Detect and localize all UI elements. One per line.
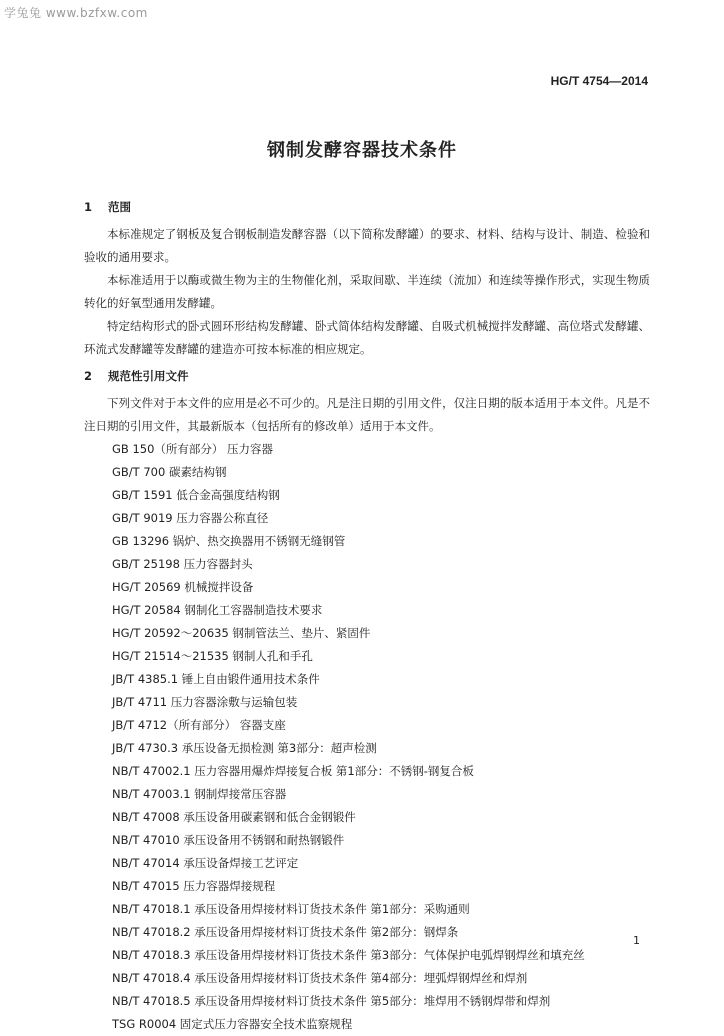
reference-item: NB/T 47018.1 承压设备用焊接材料订货技术条件 第1部分：采购通则 — [112, 902, 470, 916]
reference-item: GB/T 25198 压力容器封头 — [112, 557, 253, 571]
reference-item: JB/T 4385.1 锤上自由锻件通用技术条件 — [112, 672, 320, 686]
reference-item: NB/T 47018.5 承压设备用焊接材料订货技术条件 第5部分：堆焊用不锈钢焊带和焊剂 — [112, 994, 551, 1008]
document-title: 钢制发酵容器技术条件 — [267, 140, 457, 161]
reference-item: NB/T 47003.1 钢制焊接常压容器 — [112, 787, 287, 801]
reference-item: NB/T 47018.4 承压设备用焊接材料订货技术条件 第4部分：埋弧焊钢焊丝和焊剂 — [112, 971, 528, 985]
reference-item: NB/T 47014 承压设备焊接工艺评定 — [112, 856, 299, 870]
reference-item: GB 13296 锅炉、热交换器用不锈钢无缝钢管 — [112, 534, 346, 548]
reference-item: NB/T 47015 压力容器焊接规程 — [112, 879, 276, 893]
reference-item: NB/T 47018.2 承压设备用焊接材料订货技术条件 第2部分：钢焊条 — [112, 925, 459, 939]
reference-item: NB/T 47010 承压设备用不锈钢和耐热钢锻件 — [112, 833, 345, 847]
paragraph: 下列文件对于本文件的应用是必不可少的。凡是注日期的引用文件，仅注日期的版本适用于本文件。凡是不注日期的引用文件，其最新版本（包括所有的修改单）适用于本文件。 — [84, 396, 650, 433]
reference-item: GB/T 1591 低合金高强度结构钢 — [112, 488, 280, 502]
section-number: 2 — [84, 369, 93, 383]
paragraph: 特定结构形式的卧式圆环形结构发酵罐、卧式简体结构发酵罐、自吸式机械搅拌发酵罐、高位塔式发酵罐、环流式发酵罐等发酵罐的建造亦可按本标准的相应规定。 — [84, 319, 650, 356]
section-heading — [84, 196, 650, 219]
reference-item: GB/T 9019 压力容器公称直径 — [112, 511, 269, 525]
document-body — [84, 196, 650, 1036]
watermark-text: 学兔兔 www.bzfxw.com — [4, 6, 148, 20]
standard-code: HG/T 4754—2014 — [550, 74, 648, 88]
reference-item: HG/T 20592～20635 钢制管法兰、垫片、紧固件 — [112, 626, 371, 640]
reference-item: JB/T 4730.3 承压设备无损检测 第3部分：超声检测 — [112, 741, 377, 755]
page-number: 1 — [633, 934, 640, 947]
reference-item: NB/T 47018.3 承压设备用焊接材料订货技术条件 第3部分：气体保护电弧焊钢焊丝和填充丝 — [112, 948, 585, 962]
reference-item: GB/T 700 碳素结构钢 — [112, 465, 227, 479]
reference-item: HG/T 20569 机械搅拌设备 — [112, 580, 254, 594]
section-title: 规范性引用文件 — [108, 369, 189, 383]
section-number: 1 — [84, 200, 93, 214]
reference-item: NB/T 47008 承压设备用碳素钢和低合金钢锻件 — [112, 810, 356, 824]
reference-item: JB/T 4712（所有部分） 容器支座 — [112, 718, 286, 732]
reference-item: HG/T 21514～21535 钢制人孔和手孔 — [112, 649, 313, 663]
reference-item: NB/T 47002.1 压力容器用爆炸焊接复合板 第1部分：不锈钢-钢复合板 — [112, 764, 474, 778]
paragraph: 本标准适用于以酶或微生物为主的生物催化剂，采取间歇、半连续（流加）和连续等操作形式，实现生物质转化的好氧型通用发酵罐。 — [84, 273, 650, 310]
reference-item: JB/T 4711 压力容器涂敷与运输包装 — [112, 695, 298, 709]
reference-item: TSG R0004 固定式压力容器安全技术监察规程 — [112, 1017, 353, 1031]
reference-item: HG/T 20584 钢制化工容器制造技术要求 — [112, 603, 323, 617]
section-title: 范围 — [108, 200, 131, 214]
section-heading — [84, 365, 650, 388]
paragraph: 本标准规定了钢板及复合钢板制造发酵容器（以下简称发酵罐）的要求、材料、结构与设计、制造、检验和验收的通用要求。 — [84, 227, 650, 264]
reference-item: GB 150（所有部分） 压力容器 — [112, 442, 274, 456]
